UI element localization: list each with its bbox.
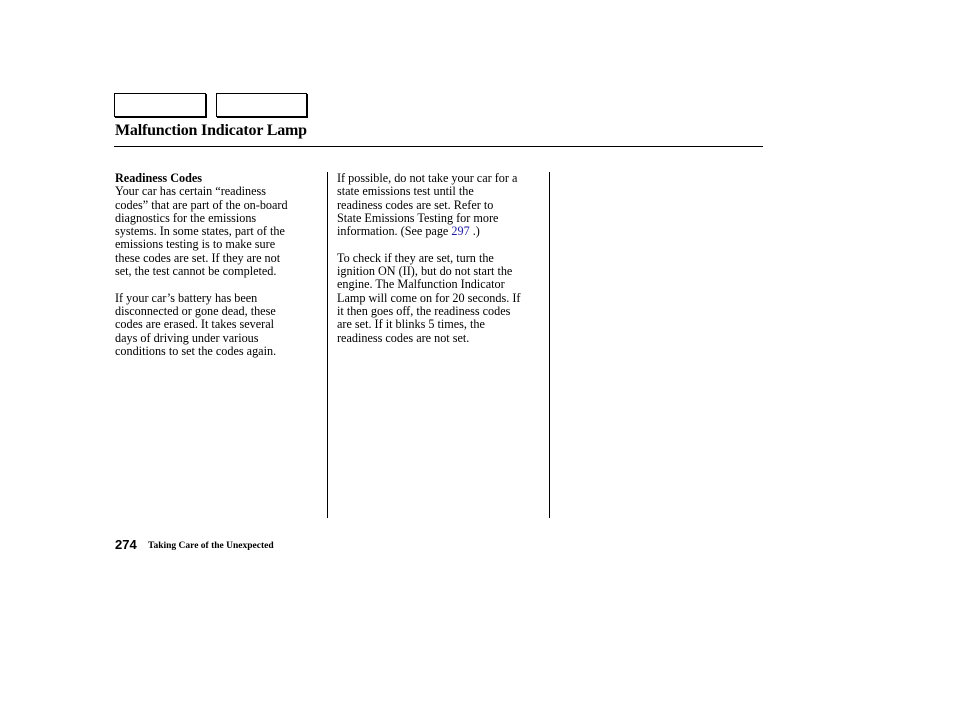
nav-button-table-of-contents[interactable] — [216, 93, 307, 117]
column-divider — [549, 172, 550, 518]
text-column-1 — [115, 172, 320, 358]
paragraph-emissions-test-end: .) — [469, 224, 480, 239]
subheading-readiness-codes: Readiness Codes — [115, 171, 203, 185]
paragraph-battery-disconnected: If your car’s battery has been disconnected or gone dead, these codes are erased. It takes several days of driving under various conditions to set the codes again. — [115, 290, 277, 358]
page-title: Malfunction Indicator Lamp — [115, 122, 307, 139]
footer-section-name: Taking Care of the Unexpected — [148, 541, 274, 551]
text-column-2 — [337, 172, 543, 345]
column-divider — [327, 172, 328, 518]
nav-button-main-menu[interactable] — [114, 93, 206, 117]
paragraph-readiness-intro: Your car has certain “readiness codes” that are part of the on-board diagnostics for the emissions systems. In some states, part of the emissions testing is to make sure these codes are set. If they are not set, the test cannot be completed. — [115, 184, 288, 279]
title-divider — [114, 146, 763, 147]
page-reference-link[interactable]: 297 — [451, 224, 470, 239]
paragraph-emissions-test-text: If possible, do not take your car for a state emissions test until the readiness codes are set. Refer to State Emissions Testing for more information. (See page — [337, 171, 518, 239]
paragraph-emissions-test — [337, 172, 543, 238]
page-number: 274 — [115, 537, 137, 552]
paragraph-check-readiness: To check if they are set, turn the ignition ON (II), but do not start the engine. The Malfunction Indicator Lamp will come on for 20 seconds. If it then goes off, the readiness codes are set. If it blinks 5 times, the readiness codes are not set. — [337, 250, 521, 345]
